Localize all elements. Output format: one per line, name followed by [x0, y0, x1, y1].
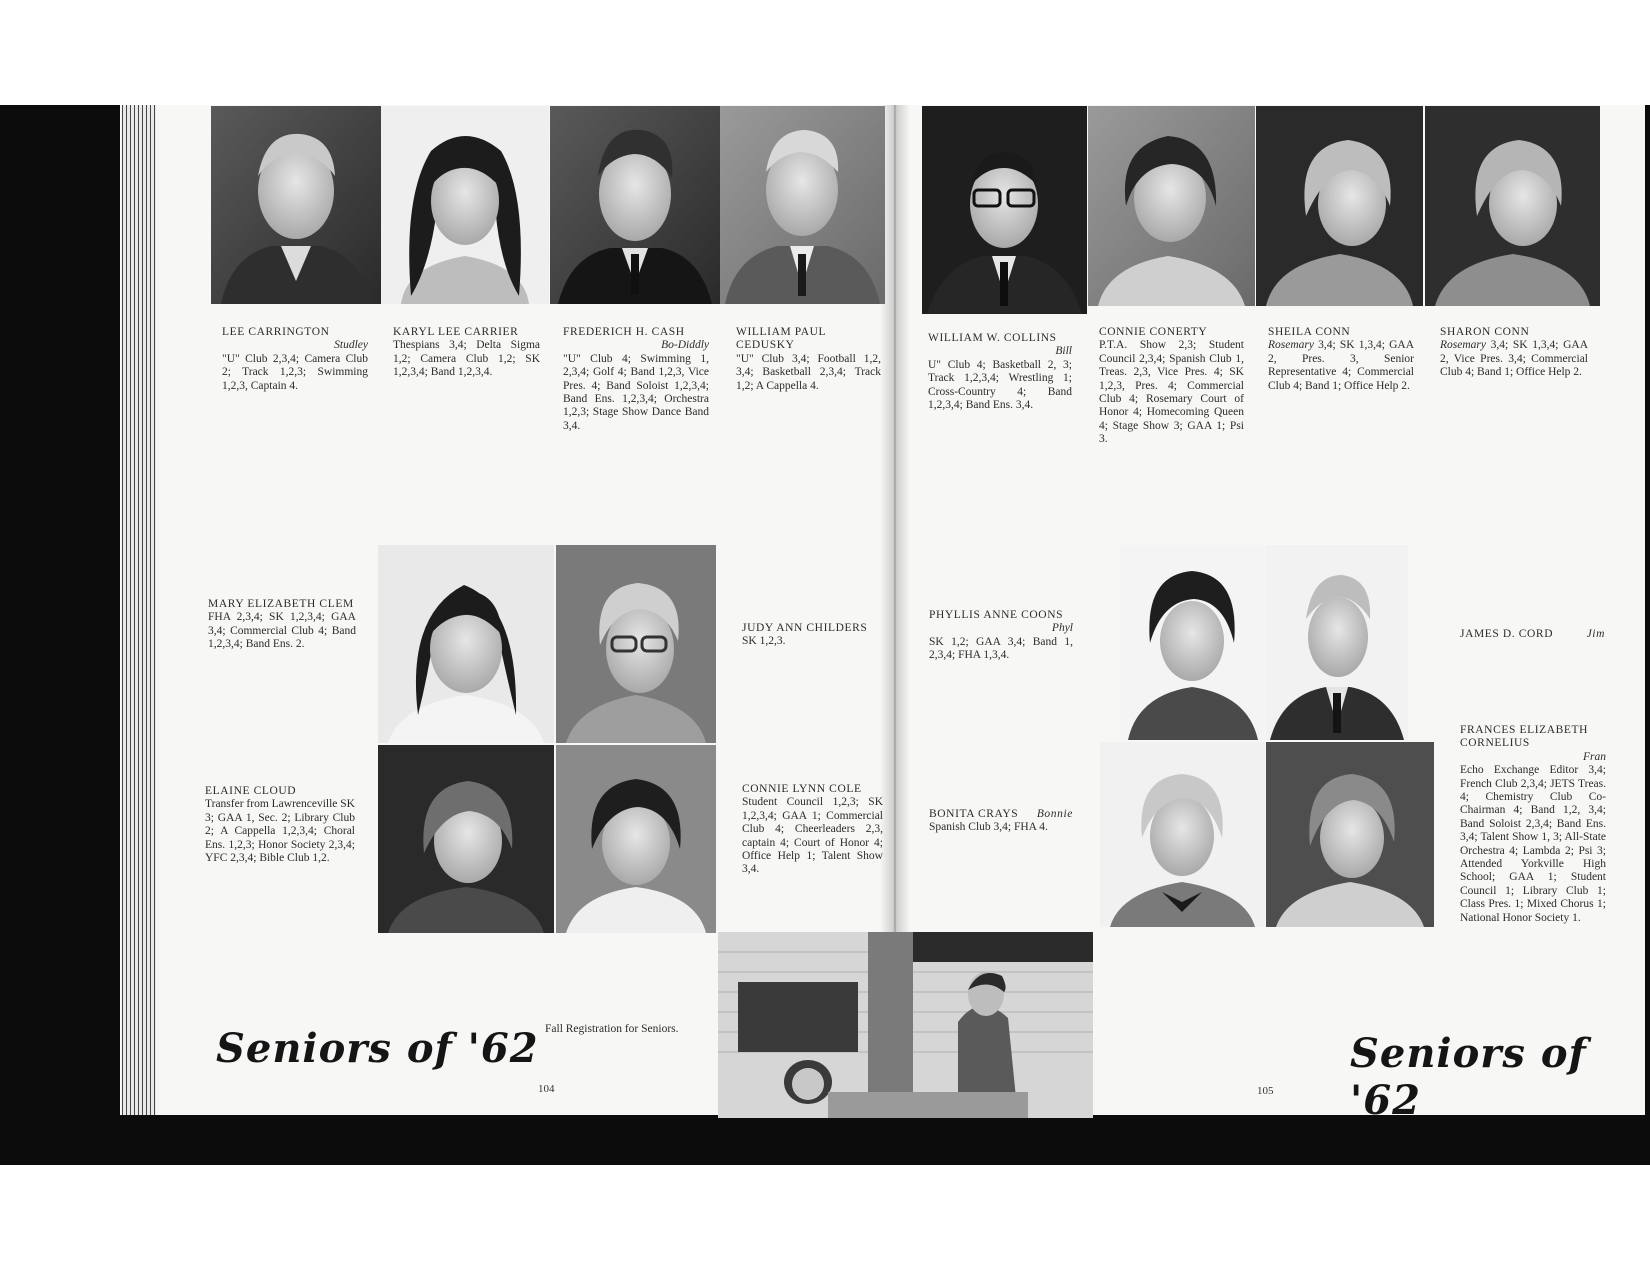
- senior-entry: [208, 598, 356, 652]
- senior-activities: Echo Exchange Editor 3,4; French Club 2,3,4; JETS Treas. 4; Chemistry Club Co-Chairman 4; Band 1,2, 3,4; Band Soloist 2,3,4; Band Ens. 3,4; Talent Show 1, 3; All-State Orchestra 4; Lambda 2; Psi 3; Attended Yorkville High School; GAA 1; Student Council 1; Library Club 1; Class Pres. 1; Mixed Chorus 1; National Honor Society 1.: [1460, 764, 1606, 924]
- senior-activities: FHA 2,3,4; SK 1,2,3,4; GAA 3,4; Commercial Club 4; Band 1,2,3,4; Band Ens. 2.: [208, 611, 356, 651]
- senior-name: LEE CARRINGTON: [222, 326, 330, 338]
- senior-entry: [1099, 326, 1244, 447]
- portrait-frederich-cash: [550, 106, 720, 304]
- senior-entry: [393, 326, 540, 380]
- senior-nickname: Rosemary: [1440, 339, 1486, 352]
- fall-registration-photo: [718, 932, 1093, 1118]
- senior-nickname: Bill: [1055, 345, 1072, 358]
- senior-name: CONNIE LYNN COLE: [742, 783, 862, 795]
- senior-entry: [1460, 724, 1606, 925]
- senior-name: WILLIAM W. COLLINS: [928, 332, 1057, 344]
- senior-activities-text: 3,4; SK 1,3,4; GAA 2, Pres. 3, Senior Representative 4; Commercial Club 4; Band 1; Office Help 2.: [1268, 339, 1414, 392]
- senior-activities: Transfer from Lawrenceville SK 3; GAA 1, Sec. 2; Library Club 2; A Cappella 1,2,3,4; Choral Ens. 1,2,3; Honor Society 2,3,4; YFC 2,3,4; Bible Club 1,2.: [205, 798, 355, 865]
- senior-activities: "U" Club 2,3,4; Camera Club 2; Track 1,2,3; Swimming 1,2,3, Captain 4.: [222, 352, 368, 392]
- senior-entry: [563, 326, 709, 433]
- senior-activities: U" Club 4; Basketball 2, 3; Track 1,2,3,4; Wrestling 1; Cross-Country 4; Band 1,2,3,4; Band Ens. 3,4.: [928, 358, 1072, 412]
- senior-entry: [205, 785, 355, 865]
- senior-name: SHEILA CONN: [1268, 326, 1351, 338]
- senior-activities: Thespians 3,4; Delta Sigma 1,2; Camera Club 1,2; SK 1,2,3,4; Band 1,2,3,4.: [393, 339, 540, 379]
- senior-activities: SK 1,2; GAA 3,4; Band 1, 2,3,4; FHA 1,3,4.: [929, 635, 1073, 662]
- senior-entry: [736, 326, 881, 393]
- senior-entry: [929, 808, 1073, 835]
- page-number-right: 105: [1257, 1085, 1274, 1097]
- senior-activities: "U" Club 4; Swimming 1, 2,3,4; Golf 4; Band 1,2,3, Vice Pres. 4; Band Soloist 1,2,3,4; Band Ens. 1,2,3,4; Orchestra 1,2,3; Stage Show Dance Band 3,4.: [563, 352, 709, 432]
- senior-nickname: Phyl: [1051, 622, 1073, 635]
- senior-name: FRANCES ELIZABETH CORNELIUS: [1460, 724, 1589, 750]
- senior-name: [1460, 628, 1605, 641]
- senior-entry: [1440, 326, 1588, 380]
- senior-name: SHARON CONN: [1440, 326, 1530, 338]
- portrait-connie-cole: [556, 745, 716, 933]
- senior-entry: [742, 622, 877, 649]
- senior-activities: SK 1,2,3.: [742, 635, 786, 648]
- senior-name: FREDERICH H. CASH: [563, 326, 685, 338]
- portrait-james-cord: [1266, 545, 1408, 740]
- senior-activities: "U" Club 3,4; Football 1,2, 3,4; Basketball 2,3,4; Track 1,2; A Cappella 4.: [736, 352, 881, 392]
- senior-entry: [928, 332, 1072, 412]
- senior-activities-text: 3,4; SK 1,3,4; GAA 2, Vice Pres. 3,4; Commercial Club 4; Band 1; Office Help 2.: [1440, 339, 1588, 379]
- page-edges: [122, 105, 156, 1115]
- senior-name: [929, 808, 1073, 821]
- portrait-karyl-lee-carrier: [381, 106, 549, 304]
- senior-name: JUDY ANN CHILDERS: [742, 622, 868, 634]
- senior-entry: [742, 783, 883, 877]
- portrait-sharon-conn: [1425, 106, 1600, 306]
- portrait-elaine-cloud: [378, 745, 554, 933]
- portrait-lee-carrington: [211, 106, 381, 304]
- senior-nickname: Rosemary: [1268, 339, 1314, 352]
- senior-activities: P.T.A. Show 2,3; Student Council 2,3,4; Spanish Club 1, Treas. 2,3, Vice Pres. 4; SK 1,2,3, Pres. 4; Commercial Club 4; Rosemary Court of Honor 4; Homecoming Queen 4; Stage Show 3; GAA 1; Psi 3.: [1099, 339, 1244, 446]
- senior-activities: [1440, 339, 1588, 379]
- senior-name: WILLIAM PAUL CEDUSKY: [736, 326, 826, 352]
- senior-nickname: Studley: [334, 339, 368, 352]
- portrait-frances-cornelius: [1266, 742, 1434, 927]
- senior-name: MARY ELIZABETH CLEM: [208, 598, 354, 610]
- senior-entry: [929, 609, 1073, 663]
- page-number-left: 104: [538, 1083, 555, 1095]
- portrait-connie-conerty: [1088, 106, 1255, 306]
- senior-activities: Spanish Club 3,4; FHA 4.: [929, 821, 1048, 834]
- senior-nickname: Bonnie: [1036, 808, 1073, 820]
- senior-nickname: Bo-Diddly: [661, 339, 709, 352]
- senior-name-text: JAMES D. CORD: [1460, 628, 1554, 640]
- portrait-sheila-conn: [1256, 106, 1423, 306]
- senior-nickname: Fran: [1583, 750, 1606, 763]
- portrait-phyllis-coons: [1120, 545, 1265, 740]
- portrait-william-cedusky: [720, 106, 885, 304]
- page-title-right: Seniors of '62: [1350, 1030, 1587, 1124]
- senior-name: ELAINE CLOUD: [205, 785, 297, 797]
- senior-activities: [1268, 339, 1414, 393]
- senior-name: CONNIE CONERTY: [1099, 326, 1208, 338]
- photo-caption: Fall Registration for Seniors.: [545, 1023, 679, 1035]
- senior-name-text: BONITA CRAYS: [929, 808, 1019, 820]
- portrait-bonita-crays: [1100, 742, 1265, 927]
- senior-activities: Student Council 1,2,3; SK 1,2,3,4; GAA 1; Commercial Club 4; Cheerleaders 2,3, captain 4; Court of Honor 4; Office Help 1; Talent Show 3,4.: [742, 796, 883, 876]
- senior-name: PHYLLIS ANNE COONS: [929, 609, 1064, 621]
- senior-entry: [1268, 326, 1414, 393]
- senior-name: KARYL LEE CARRIER: [393, 326, 519, 338]
- senior-entry: [1460, 628, 1605, 641]
- senior-entry: [222, 326, 368, 393]
- portrait-judy-childers: [556, 545, 716, 743]
- portrait-mary-clem: [378, 545, 554, 743]
- senior-nickname: Jim: [1586, 628, 1605, 640]
- portrait-william-collins: [922, 106, 1087, 314]
- page-title-left: Seniors of '62: [216, 1025, 539, 1072]
